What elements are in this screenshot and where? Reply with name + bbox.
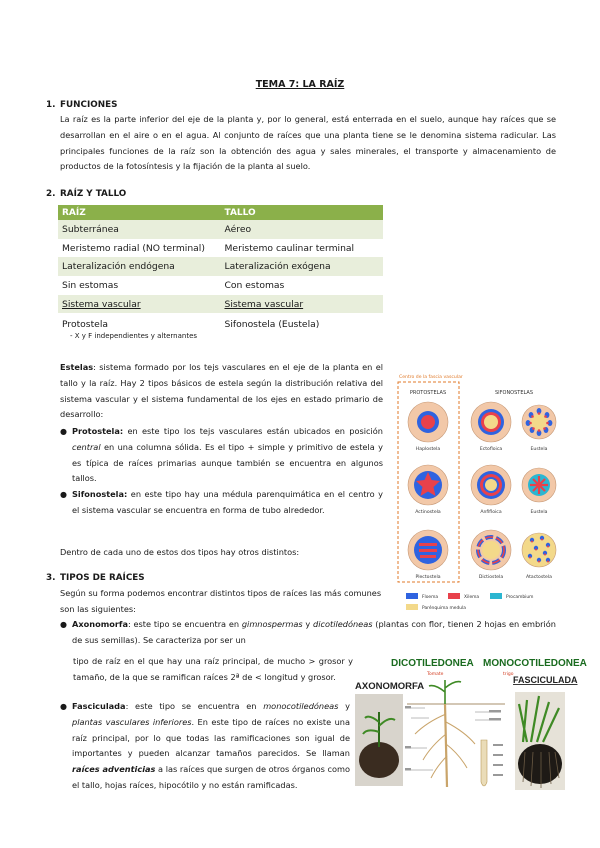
- diagram-label: Anfifloica: [480, 510, 502, 515]
- text: (plantas con flor, tienen 2 hojas en embrión de sus semillas). Se caracteriza por ser un: [72, 619, 556, 645]
- eustela2-diagram: [522, 468, 556, 502]
- diagram-label: Actinostela: [415, 510, 441, 515]
- text: . En este tipo de raíces no existe una raíz principal, por lo que todas las ramificaciones son igual de importantes y pueden alcanzar tamaños parecidos. Se llaman: [72, 716, 350, 759]
- estelas-paragraph: [60, 360, 383, 423]
- section-title: TIPOS DE RAÍCES: [60, 573, 145, 583]
- section-title: RAÍZ Y TALLO: [60, 189, 127, 199]
- figure-legend: [406, 593, 533, 611]
- diagram-label: Eustela: [530, 510, 548, 515]
- table-cell: Meristemo radial (NO terminal): [62, 242, 205, 254]
- list-item-fasciculada: [60, 699, 350, 794]
- table-header: RAÍZ: [58, 205, 221, 220]
- list-item-text: [72, 487, 383, 519]
- list-item-axonomorfa: [60, 617, 556, 649]
- text: en una columna sólida. Es el tipo + simple y primitivo de estela y es típica de raíces primarias aunque también se encuentra en algunos tallos.: [72, 441, 383, 484]
- section-heading-tipos: [46, 573, 145, 583]
- tipos-intro: Según su forma podemos encontrar distintos tipos de raíces las más comunes son las siguientes:: [60, 588, 382, 614]
- term-protostela: Protostela:: [72, 426, 124, 436]
- table-cell: Sistema vascular: [221, 295, 384, 314]
- text: : este tipo se encuentra en: [127, 619, 242, 629]
- table-cell-text: Protostela: [62, 319, 109, 331]
- section-number: 2.: [46, 189, 56, 199]
- table-row: [58, 295, 383, 314]
- plant-diagram: [405, 680, 505, 787]
- table-row: [58, 220, 383, 239]
- diagram-label: Eustela: [530, 447, 548, 452]
- term-sifonostela: Sifonostela:: [72, 489, 128, 499]
- term-fasciculada: Fasciculada: [72, 701, 126, 711]
- section-number: 1.: [46, 100, 56, 110]
- diagram-label: Haplostela: [415, 447, 441, 452]
- section-title: FUNCIONES: [60, 100, 118, 110]
- emphasis: dicotiledóneas: [313, 619, 373, 629]
- estelas-text: : sistema formado por los tejs vasculares en el eje de la planta en el tallo y la raíz. Hay 2 tipos básicos de estela según la distribución relativa del sistema vascular y el sistema fundamental de los ejes en estado primario de desarrollo:: [60, 362, 383, 420]
- dictiostela-diagram: [471, 530, 511, 570]
- section-heading-raiz-tallo: [46, 189, 126, 199]
- diagram-label: Atactostela: [526, 575, 552, 580]
- dentro-paragraph: Dentro de cada uno de estos dos tipos hay otros distintos:: [60, 547, 300, 557]
- page-title: TEMA 7: LA RAÍZ: [255, 79, 345, 90]
- list-item-text: [72, 424, 383, 487]
- estela-types-figure: [396, 370, 558, 618]
- haplostela-diagram: [408, 402, 448, 442]
- table-cell: Subterránea: [58, 220, 221, 239]
- text: y: [302, 619, 313, 629]
- funciones-paragraph: La raíz es la parte inferior del eje de la planta y, por lo general, está enterrada en el suelo, aunque hay raíces que se desarrollan en el aire o en el agua. Al conjunto de raíces que una planta tiene se le denomina sistema radicular. Las principales funciones de la raíz son la obtención des agua y sales minerales, el transporte y almacenamiento de productos de la fotosíntesis y la fijación de la planta al suelo.: [60, 114, 556, 172]
- comparison-table: [58, 205, 383, 347]
- label-axonomorfa: AXONOMORFA: [355, 681, 425, 692]
- table-row: [58, 257, 383, 276]
- emphasis: gimnospermas: [241, 619, 303, 629]
- axonomorfa-continuation: tipo de raíz en el que hay una raíz principal, de mucho > grosor y tamaño, de la que se ramifican raíces 2ª de < longitud y grosor.: [73, 656, 353, 682]
- table-row: [58, 313, 383, 347]
- list-item-text: [72, 699, 350, 794]
- eustela-diagram: [522, 405, 556, 439]
- svg-text:Procambium: Procambium: [506, 595, 534, 600]
- term-axonomorfa: Axonomorfa: [72, 619, 128, 629]
- table-cell: Sin estomas: [62, 279, 119, 291]
- emphasis: raíces adventicias: [72, 764, 156, 775]
- bullet-icon: ●: [60, 427, 67, 436]
- text: y: [338, 701, 350, 711]
- root-types-figure: [355, 652, 587, 802]
- diagram-label: Plectostela: [415, 575, 441, 580]
- table-cell: Meristemo caulinar terminal: [224, 242, 355, 254]
- label-dicotiledonea: DICOTILEDONEA: [391, 658, 474, 669]
- emphasis: plantas vasculares inferiores: [72, 716, 192, 727]
- plectostela-diagram: [408, 530, 448, 570]
- figure-caption: Centro de la fascia vascular: [399, 375, 463, 380]
- term-adventicias: [72, 764, 155, 774]
- monocot-root-photo: [515, 692, 565, 790]
- ectofloica-diagram: [471, 402, 511, 442]
- svg-text:Xilema: Xilema: [464, 595, 480, 600]
- table-cell: Con estomas: [224, 279, 285, 291]
- table-note: - X y F independientes y alternantes: [70, 332, 198, 341]
- bullet-icon: ●: [60, 702, 67, 711]
- table-cell: [58, 313, 221, 347]
- root-tip-detail: [481, 740, 503, 786]
- anfifloica-diagram: [471, 465, 511, 505]
- bullet-icon: ●: [60, 620, 67, 629]
- diagram-label: Dictiostela: [478, 575, 504, 580]
- text: a las raíces que surgen de otros órganos como el tallo, hojas raíces, hipocótilo y no están ramificadas.: [72, 764, 350, 790]
- bullet-icon: ●: [60, 490, 67, 499]
- text: en este tipo hay una médula parenquimática en el centro y el sistema vascular se encuentra en forma de tubo alrededor.: [72, 489, 383, 515]
- list-item-protostela: [60, 424, 383, 487]
- diagram-label: Ectofloica: [479, 447, 503, 452]
- label-fasciculada: FASCICULADA: [513, 675, 578, 685]
- dicot-root-photo: [355, 694, 403, 786]
- section-heading-funciones: [46, 100, 117, 110]
- atactostela-diagram: [522, 533, 556, 567]
- term-estelas: Estelas: [60, 362, 94, 372]
- table-row: [58, 276, 383, 295]
- svg-text:Floema: Floema: [422, 595, 439, 600]
- list-item-sifonostela: [60, 487, 383, 519]
- label-trigo: trigo: [503, 672, 514, 677]
- table-row: [58, 239, 383, 258]
- table-cell: Aéreo: [221, 220, 384, 239]
- text: : este tipo se encuentra en: [125, 701, 264, 711]
- emphasis: central: [72, 441, 101, 452]
- table-header: TALLO: [221, 205, 384, 220]
- label-tomate: Tomate: [427, 672, 444, 677]
- col-label-protostelas: PROTOSTELAS: [409, 390, 447, 396]
- table-cell: Sistema vascular: [58, 295, 221, 314]
- col-label-sifonostelas: SIFONOSTELAS: [494, 390, 534, 396]
- text: en este tipo los tejs vasculares están ubicados en posición: [123, 426, 383, 436]
- svg-text:Parénquima medula: Parénquima medula: [422, 606, 466, 611]
- actinostela-diagram: [408, 465, 448, 505]
- table-header-row: [58, 205, 383, 220]
- emphasis: monocotiledóneas: [263, 701, 339, 711]
- section-number: 3.: [46, 573, 56, 583]
- label-monocotiledonea: MONOCOTILEDONEA: [483, 658, 587, 669]
- table-cell: Lateralización endógena: [58, 257, 221, 276]
- table-cell: Sifonostela (Eustela): [224, 319, 320, 331]
- table-cell: Lateralización exógena: [221, 257, 384, 276]
- list-item-text: [72, 617, 556, 649]
